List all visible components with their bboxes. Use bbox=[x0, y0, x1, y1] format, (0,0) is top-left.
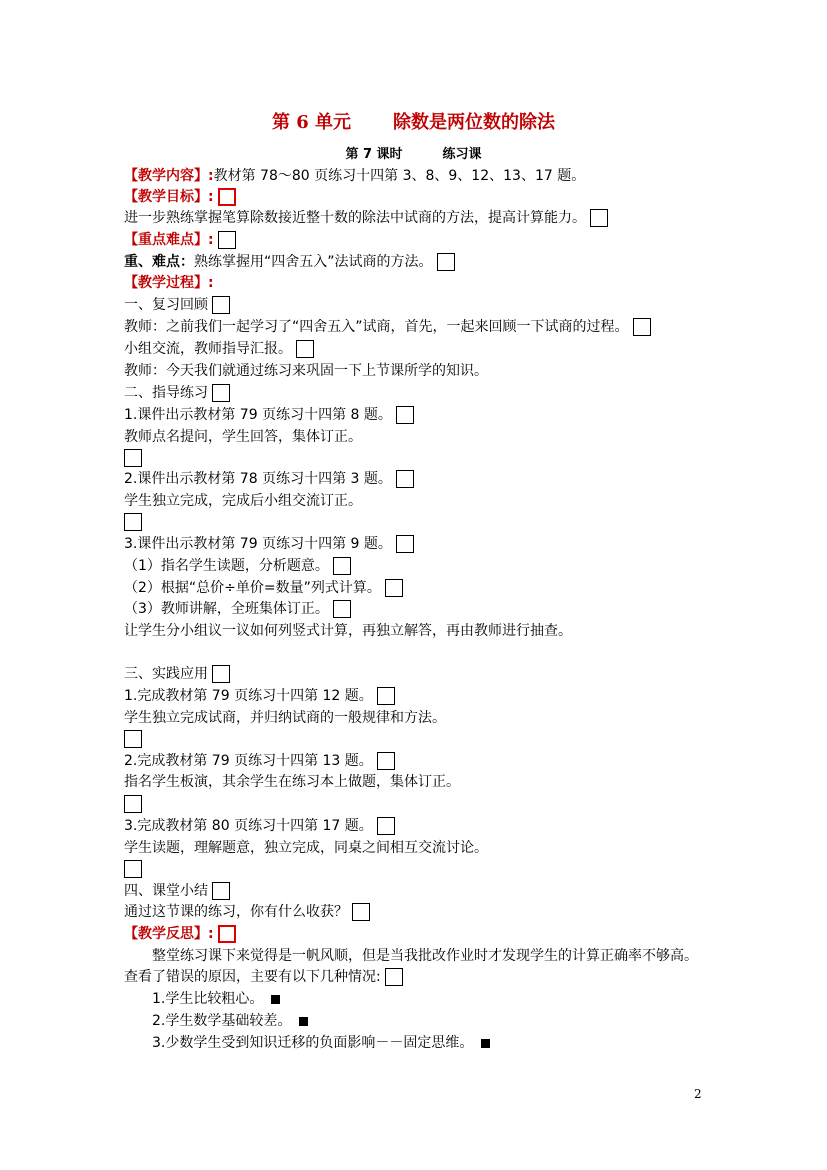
guided-sub-text: （2）根据“总价÷单价=数量”列式计算。 bbox=[124, 580, 381, 596]
keypoints-label: 【重点难点】: bbox=[124, 232, 214, 248]
goals-heading bbox=[124, 187, 236, 207]
checkbox[interactable] bbox=[396, 470, 414, 488]
checkbox[interactable] bbox=[385, 968, 403, 986]
guided-sub-text: （1）指名学生读题，分析题意。 bbox=[124, 558, 329, 574]
practice-item bbox=[124, 686, 395, 706]
bullet-square-icon bbox=[271, 995, 280, 1004]
content-line bbox=[124, 166, 585, 186]
practice-box-line bbox=[124, 859, 142, 879]
bullet-square-icon bbox=[481, 1039, 490, 1048]
process-label: 【教学过程】: bbox=[124, 275, 214, 291]
practice-desc-text: 学生独立完成试商，并归纳试商的一般规律和方法。 bbox=[124, 710, 446, 726]
reflection-paragraph bbox=[124, 967, 403, 987]
unit-number: 第 6 单元 bbox=[271, 112, 352, 133]
guided-desc-text: 学生独立完成，完成后小组交流订正。 bbox=[124, 493, 362, 509]
checkbox[interactable] bbox=[385, 579, 403, 597]
guided-sub bbox=[124, 599, 351, 619]
practice-heading bbox=[124, 664, 230, 684]
content-text: 教材第 78～80 页练习十四第 3、8、9、12、13、17 题。 bbox=[213, 168, 586, 184]
review-heading-text: 一、复习回顾 bbox=[124, 297, 208, 313]
reason-text: 3.少数学生受到知识迁移的负面影响－－固定思维。 bbox=[152, 1035, 474, 1051]
guided-summary bbox=[124, 621, 572, 641]
summary-text: 通过这节课的练习，你有什么收获？ bbox=[124, 904, 348, 920]
checkbox[interactable] bbox=[590, 209, 608, 227]
checkbox[interactable] bbox=[333, 557, 351, 575]
checkbox[interactable] bbox=[212, 882, 230, 900]
review-text: 小组交流，教师指导汇报。 bbox=[124, 341, 292, 357]
practice-desc bbox=[124, 838, 488, 858]
checkbox[interactable] bbox=[333, 600, 351, 618]
checkbox[interactable] bbox=[218, 231, 236, 249]
reflection-reason bbox=[152, 989, 280, 1009]
lesson-type: 练习课 bbox=[442, 147, 482, 162]
guided-desc bbox=[124, 491, 362, 511]
goals-label: 【教学目标】: bbox=[124, 189, 214, 205]
content-label: 【教学内容】: bbox=[124, 168, 214, 184]
checkbox[interactable] bbox=[437, 253, 455, 271]
guided-item bbox=[124, 469, 414, 489]
guided-heading-text: 二、指导练习 bbox=[124, 385, 208, 401]
practice-item bbox=[124, 751, 395, 771]
reflection-reason bbox=[152, 1033, 490, 1053]
reflection-text: 整堂练习课下来觉得是一帆风顺，但是当我批改作业时才发现学生的计算正确率不够高。 bbox=[152, 948, 698, 964]
guided-item bbox=[124, 405, 414, 425]
review-line bbox=[124, 361, 488, 381]
review-text: 教师：之前我们一起学习了“四舍五入”试商，首先，一起来回顾一下试商的过程。 bbox=[124, 319, 629, 335]
checkbox[interactable] bbox=[396, 535, 414, 553]
checkbox[interactable] bbox=[212, 384, 230, 402]
goals-text: 进一步熟练掌握笔算除数接近整十数的除法中试商的方法，提高计算能力。 bbox=[124, 210, 586, 226]
page-number: 2 bbox=[694, 1087, 702, 1101]
lesson-number: 第 7 课时 bbox=[345, 147, 403, 162]
bullet-square-icon bbox=[299, 1017, 308, 1026]
reflection-paragraph bbox=[152, 946, 698, 966]
guided-sub-text: （3）教师讲解，全班集体订正。 bbox=[124, 601, 329, 617]
checkbox[interactable] bbox=[296, 340, 314, 358]
keypoints-line bbox=[124, 252, 455, 272]
reflection-heading bbox=[124, 924, 236, 944]
practice-heading-text: 三、实践应用 bbox=[124, 666, 208, 682]
practice-desc-text: 学生读题，理解题意，独立完成，同桌之间相互交流讨论。 bbox=[124, 840, 488, 856]
guided-sub bbox=[124, 556, 351, 576]
checkbox[interactable] bbox=[377, 752, 395, 770]
checkbox[interactable] bbox=[124, 795, 142, 813]
process-heading bbox=[124, 273, 214, 293]
keypoints-prefix: 重、难点： bbox=[124, 254, 194, 270]
checkbox[interactable] bbox=[377, 817, 395, 835]
guided-desc bbox=[124, 427, 362, 447]
review-text: 教师：今天我们就通过练习来巩固一下上节课所学的知识。 bbox=[124, 363, 488, 379]
checkbox[interactable] bbox=[218, 925, 236, 943]
review-line bbox=[124, 339, 314, 359]
keypoints-text: 熟练掌握用“四舍五入”法试商的方法。 bbox=[194, 254, 433, 270]
practice-item-text: 2.完成教材第 79 页练习十四第 13 题。 bbox=[124, 753, 373, 769]
guided-sub bbox=[124, 578, 403, 598]
keypoints-heading bbox=[124, 230, 236, 250]
guided-heading bbox=[124, 383, 230, 403]
practice-box-line bbox=[124, 729, 142, 749]
guided-item-text: 3.课件出示教材第 79 页练习十四第 9 题。 bbox=[124, 536, 392, 552]
checkbox[interactable] bbox=[124, 513, 142, 531]
reason-text: 1.学生比较粗心。 bbox=[152, 991, 264, 1007]
checkbox[interactable] bbox=[124, 860, 142, 878]
practice-desc bbox=[124, 708, 446, 728]
checkbox[interactable] bbox=[212, 665, 230, 683]
checkbox[interactable] bbox=[124, 730, 142, 748]
guided-item-text: 1.课件出示教材第 79 页练习十四第 8 题。 bbox=[124, 407, 392, 423]
goals-line bbox=[124, 208, 608, 228]
practice-desc-text: 指名学生板演，其余学生在练习本上做题，集体订正。 bbox=[124, 774, 460, 790]
reason-text: 2.学生数学基础较差。 bbox=[152, 1013, 292, 1029]
reflection-reason bbox=[152, 1011, 308, 1031]
guided-item bbox=[124, 534, 414, 554]
guided-desc-text: 教师点名提问，学生回答，集体订正。 bbox=[124, 429, 362, 445]
summary-line bbox=[124, 902, 370, 922]
reflection-text: 查看了错误的原因，主要有以下几种情况: bbox=[124, 969, 381, 985]
checkbox[interactable] bbox=[218, 188, 236, 206]
checkbox[interactable] bbox=[212, 296, 230, 314]
guided-item-text: 2.课件出示教材第 78 页练习十四第 3 题。 bbox=[124, 471, 392, 487]
summary-heading-text: 四、课堂小结 bbox=[124, 883, 208, 899]
review-heading bbox=[124, 295, 230, 315]
checkbox[interactable] bbox=[377, 687, 395, 705]
guided-summary-text: 让学生分小组议一议如何列竖式计算，再独立解答，再由教师进行抽查。 bbox=[124, 623, 572, 639]
reflection-label: 【教学反思】: bbox=[124, 926, 214, 942]
checkbox[interactable] bbox=[396, 406, 414, 424]
checkbox[interactable] bbox=[633, 318, 651, 336]
practice-item-text: 3.完成教材第 80 页练习十四第 17 题。 bbox=[124, 818, 373, 834]
unit-title: 除数是两位数的除法 bbox=[393, 112, 556, 133]
checkbox[interactable] bbox=[124, 449, 142, 467]
guided-box-line bbox=[124, 448, 142, 468]
practice-item-text: 1.完成教材第 79 页练习十四第 12 题。 bbox=[124, 688, 373, 704]
lesson-subtitle bbox=[0, 146, 827, 164]
practice-item bbox=[124, 816, 395, 836]
page-title bbox=[0, 110, 827, 136]
checkbox[interactable] bbox=[352, 903, 370, 921]
summary-heading bbox=[124, 881, 230, 901]
practice-desc bbox=[124, 772, 460, 792]
review-line bbox=[124, 317, 651, 337]
guided-box-line bbox=[124, 512, 142, 532]
practice-box-line bbox=[124, 794, 142, 814]
